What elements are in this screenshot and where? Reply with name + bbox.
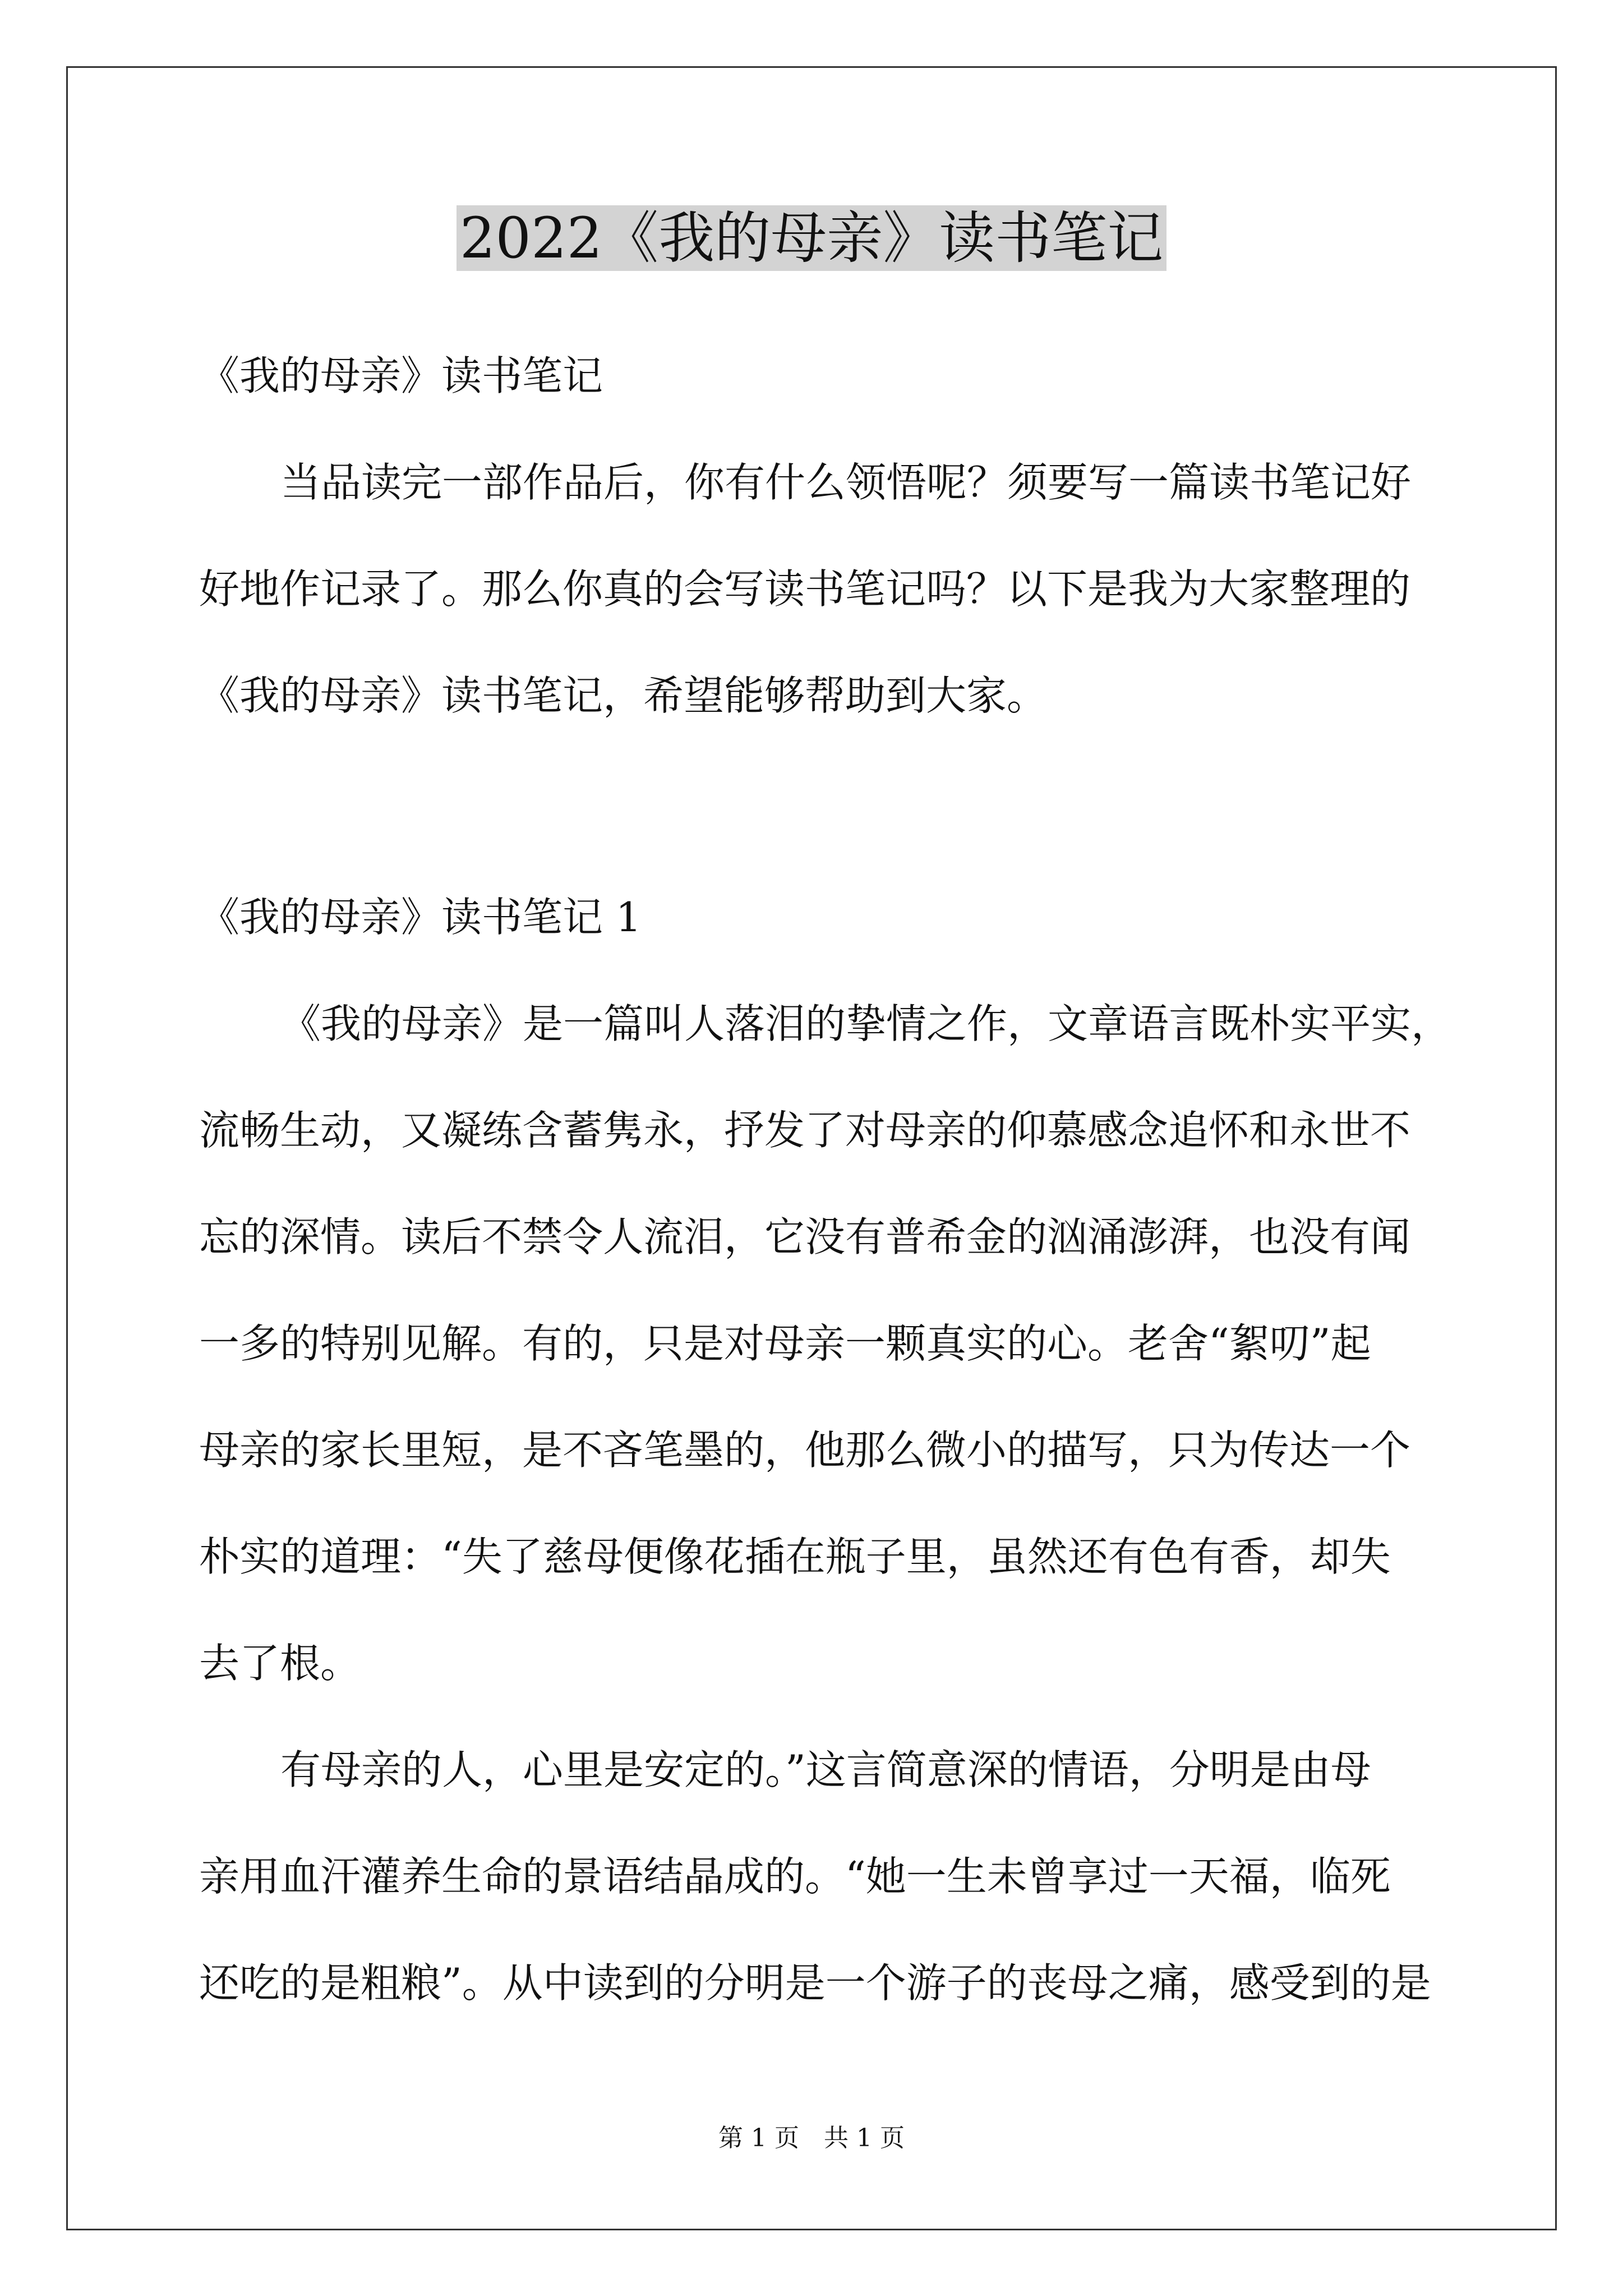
document-title (0, 199, 1623, 278)
page-number-total: 共 1 页 (824, 2124, 905, 2152)
intro-line: 《我的母亲》读书笔记，希望能够帮助到大家。 (199, 672, 1048, 719)
intro-line: 当品读完一部作品后，你有什么领悟呢？须要写一篇读书笔记好 (280, 459, 1412, 506)
page-footer (0, 2122, 1623, 2155)
paragraph-line: 朴实的道理：“失了慈母便像花插在瓶子里，虽然还有色有香，却失 (199, 1533, 1391, 1580)
paragraph-line: 去了根。 (199, 1640, 361, 1687)
intro-line: 好地作记录了。那么你真的会写读书笔记吗？以下是我为大家整理的 (199, 565, 1411, 613)
paragraph-line: 还吃的是粗粮”。从中读到的分明是一个游子的丧母之痛，感受到的是 (199, 1959, 1431, 2007)
section-heading: 《我的母亲》读书笔记 1 (199, 894, 642, 941)
paragraph-line: 有母亲的人，心里是安定的。”这言简意深的情语，分明是由母 (280, 1746, 1371, 1793)
paragraph-line: 一多的特别见解。有的，只是对母亲一颗真实的心。老舍“絮叨”起 (199, 1320, 1371, 1367)
paragraph-line: 《我的母亲》是一篇叫人落泪的挚情之作，文章语言既朴实平实， (280, 1000, 1452, 1047)
paragraph-line: 母亲的家长里短，是不吝笔墨的，他那么微小的描写，只为传达一个 (199, 1427, 1411, 1474)
subtitle: 《我的母亲》读书笔记 (199, 352, 603, 399)
paragraph-line: 流畅生动，又凝练含蓄隽永，抒发了对母亲的仰慕感念追怀和永世不 (199, 1107, 1411, 1154)
document-title-text: 2022《我的母亲》读书笔记 (457, 205, 1167, 271)
paragraph-line: 忘的深情。读后不禁令人流泪，它没有普希金的汹涌澎湃，也没有闻 (199, 1213, 1411, 1260)
paragraph-line: 亲用血汗灌养生命的景语结晶成的。“她一生未曾享过一天福，临死 (199, 1853, 1391, 1900)
page-number-current: 第 1 页 (718, 2124, 799, 2152)
